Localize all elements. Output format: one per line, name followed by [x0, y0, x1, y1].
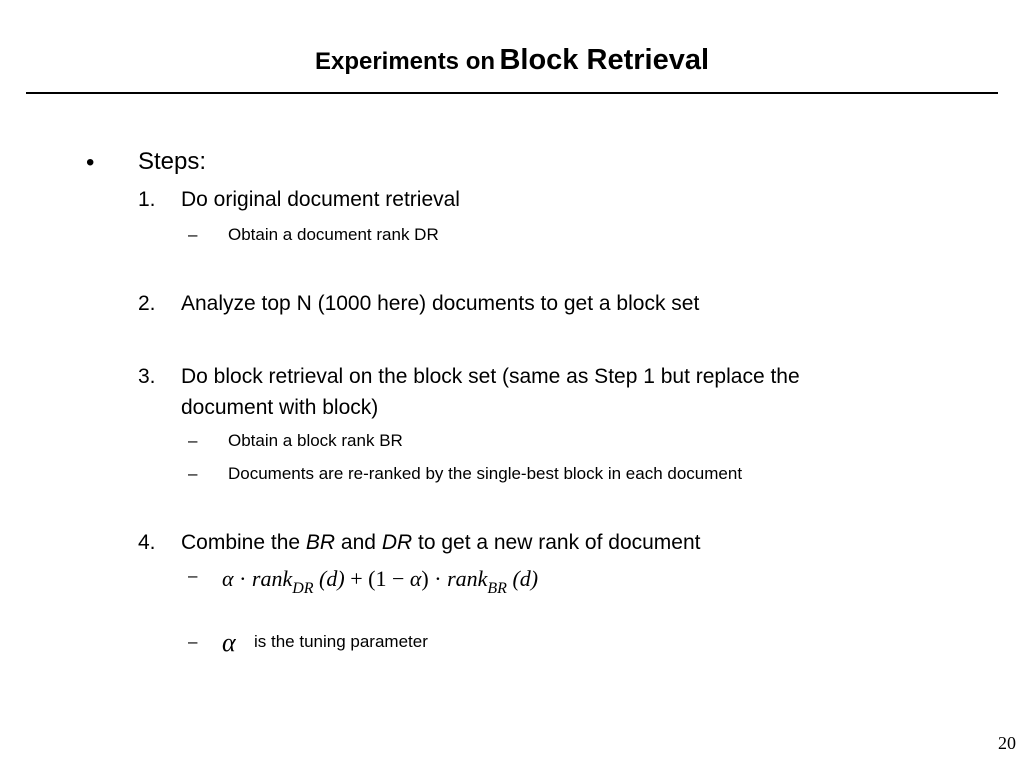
tuning-text: is the tuning parameter: [254, 632, 428, 651]
step2-number: 2.: [138, 292, 156, 315]
alpha-symbol-2: α: [409, 566, 422, 591]
step4-mid: and: [335, 531, 382, 554]
step1-number: 1.: [138, 188, 156, 211]
dot-symbol: ·: [239, 566, 247, 591]
tuning-dash: –: [188, 632, 198, 651]
rank-word-2: rank: [447, 566, 488, 591]
title-prefix: Experiments on: [314, 48, 496, 75]
alpha-symbol: α: [222, 566, 234, 591]
page-number: 20: [998, 733, 1016, 753]
alpha-icon: [222, 628, 236, 658]
arg-d-1: (d): [319, 566, 345, 591]
title-divider: [26, 92, 998, 94]
tuning-alpha: α: [222, 628, 236, 657]
sub-br: BR: [487, 580, 507, 597]
step4-text: [181, 531, 701, 555]
one-minus: (1 −: [368, 566, 410, 591]
rank-word: rank: [251, 566, 293, 591]
close-paren: ): [421, 566, 429, 591]
slide-title: [0, 44, 1024, 77]
step1-dash: –: [188, 225, 198, 244]
step4-number: 4.: [138, 531, 156, 554]
plus-symbol: +: [350, 566, 363, 591]
steps-heading: Steps:: [138, 148, 207, 175]
step1-sub1: Obtain a document rank DR: [228, 225, 439, 244]
step2-text: Analyze top N (1000 here) documents to get a block set: [181, 292, 700, 315]
step3-sub2: Documents are re-ranked by the single-best block in each document: [228, 464, 743, 483]
step1-text: Do original document retrieval: [181, 188, 460, 211]
formula-dash: –: [188, 566, 198, 585]
arg-d-2: (d): [512, 566, 539, 591]
step3-dash2: –: [188, 464, 198, 483]
step3-sub1: Obtain a block rank BR: [228, 431, 403, 450]
step3-line1: Do block retrieval on the block set (same as Step 1 but replace the: [181, 365, 800, 388]
sub-dr: DR: [292, 580, 314, 597]
step3-dash1: –: [188, 431, 198, 450]
formula: [222, 566, 539, 597]
step4-post: to get a new rank of document: [412, 531, 701, 554]
bullet-icon: •: [86, 149, 95, 176]
step3-line2: document with block): [181, 396, 379, 419]
step4-dr: DR: [381, 531, 413, 554]
title-main: Block Retrieval: [499, 44, 710, 76]
dot-symbol-2: ·: [434, 566, 442, 591]
step4-br: BR: [305, 531, 336, 554]
step3-number: 3.: [138, 365, 156, 388]
step4-pre: Combine the: [181, 531, 306, 554]
